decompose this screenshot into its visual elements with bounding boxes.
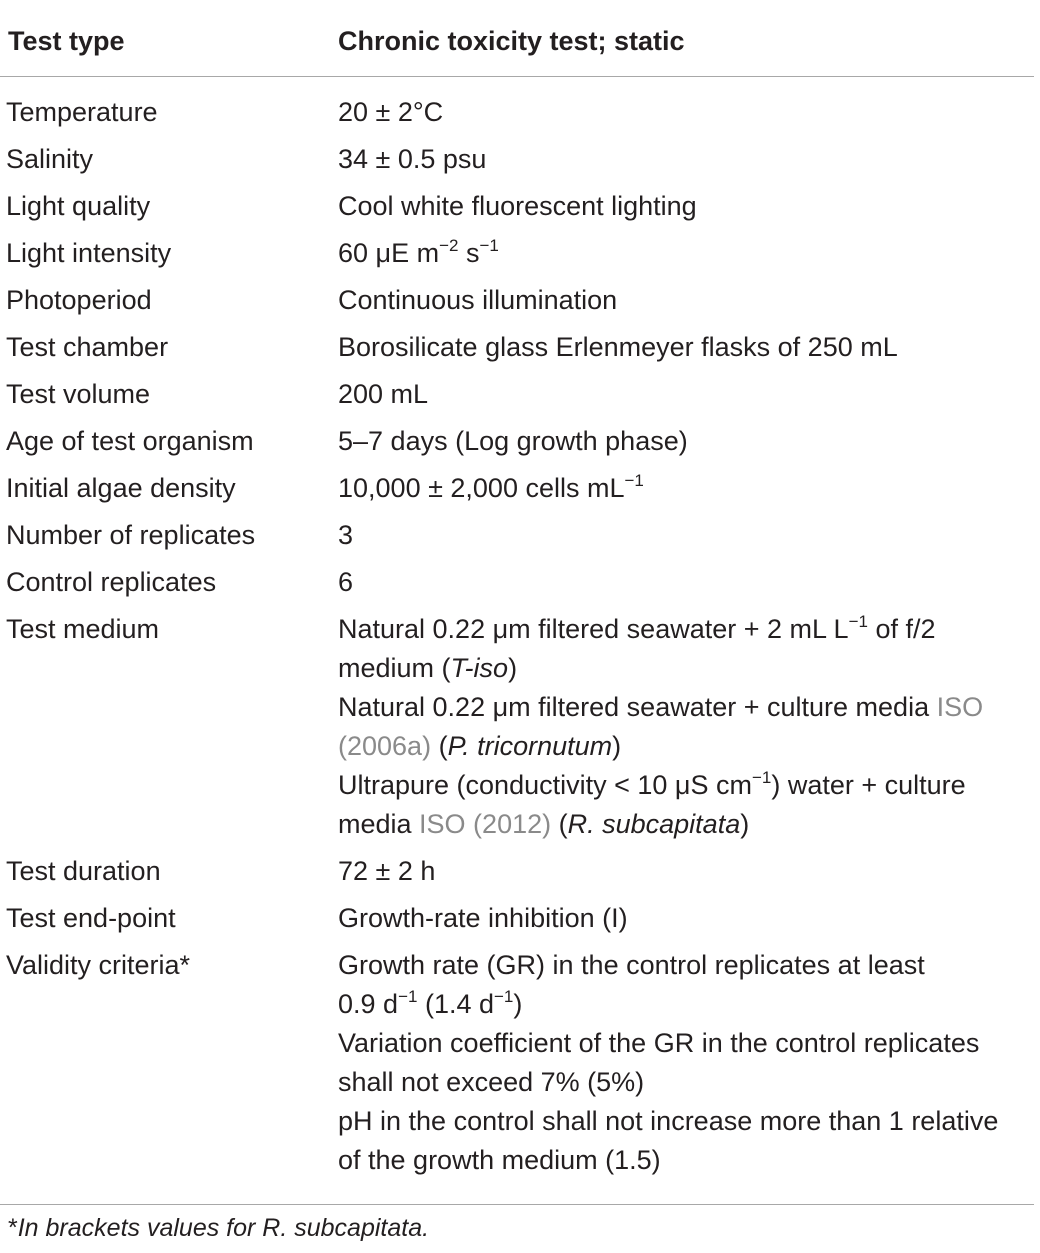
value-text: ): [508, 653, 518, 683]
value-line: Variation coefficient of the GR in the control replicates: [338, 1028, 980, 1058]
value-text: s: [458, 238, 480, 268]
table-row: [0, 946, 1034, 1180]
reference-link[interactable]: ISO (2012): [419, 809, 552, 839]
value-line: shall not exceed 7% (5%): [338, 1067, 645, 1097]
species-name: R. subcapitata: [567, 809, 741, 839]
value-line: [338, 805, 1034, 844]
row-value: 72 ± 2 h: [338, 856, 436, 886]
row-value: [336, 610, 1034, 844]
row-label: Light intensity: [6, 238, 172, 268]
row-value: 200 mL: [338, 379, 429, 409]
row-label: Validity criteria*: [6, 950, 191, 980]
row-value: 20 ± 2°C: [338, 97, 444, 127]
value-line: pH in the control shall not increase more than 1 relative: [338, 1106, 999, 1136]
row-label: Test volume: [6, 379, 151, 409]
table-row: [0, 375, 1034, 414]
table-row: [0, 187, 1034, 226]
footnote: [8, 1212, 429, 1244]
row-value: Borosilicate glass Erlenmeyer flasks of 250 mL: [338, 332, 898, 362]
superscript: −2: [439, 236, 459, 255]
value-text: Natural 0.22 μm filtered seawater + 2 mL L: [338, 614, 849, 644]
row-label: Control replicates: [6, 567, 217, 597]
row-value: Cool white fluorescent lighting: [338, 191, 697, 221]
value-text: Natural 0.22 μm filtered seawater + culture media: [338, 692, 937, 722]
table-row: [0, 140, 1034, 179]
header-test-value: Chronic toxicity test; static: [338, 26, 685, 56]
value-line: Growth rate (GR) in the control replicates at least: [338, 950, 925, 980]
row-label: Photoperiod: [6, 285, 152, 315]
superscript: −1: [848, 612, 868, 631]
value-text: media: [338, 809, 420, 839]
table-row: [0, 610, 1034, 844]
value-line: [338, 985, 1034, 1024]
table-row: [0, 281, 1034, 320]
row-value: Growth-rate inhibition (I): [338, 903, 628, 933]
value-text: (: [431, 731, 448, 761]
row-label: Temperature: [6, 97, 158, 127]
value-text: (: [551, 809, 568, 839]
reference-link[interactable]: (2006a): [338, 731, 432, 761]
value-text: ): [612, 731, 622, 761]
table-row: [0, 234, 1034, 273]
value-line: [338, 688, 1034, 727]
value-text: 10,000 ± 2,000 cells mL: [338, 473, 625, 503]
row-value: Continuous illumination: [338, 285, 618, 315]
table-header: [0, 0, 1034, 77]
footnote-text: In brackets values for R. subcapitata.: [17, 1214, 430, 1242]
table-row: [0, 422, 1034, 461]
superscript: −1: [398, 987, 418, 1006]
table-row: [0, 899, 1034, 938]
value-text: 60 μE m: [338, 238, 440, 268]
value-line: [338, 766, 1034, 805]
table-row: [0, 328, 1034, 367]
value-line: [338, 649, 1034, 688]
table-row: [0, 469, 1034, 508]
table-body: [0, 77, 1034, 1180]
superscript: −1: [479, 236, 499, 255]
superscript: −1: [494, 987, 514, 1006]
value-line: [338, 727, 1034, 766]
table-row: [0, 516, 1034, 555]
species-name: T-iso: [450, 653, 509, 683]
value-text: medium (: [338, 653, 451, 683]
value-text: ): [513, 989, 523, 1019]
value-text: Ultrapure (conductivity < 10 μS cm: [338, 770, 752, 800]
value-line: [338, 610, 1034, 649]
species-name: P. tricornutum: [447, 731, 613, 761]
row-value: [336, 469, 1034, 508]
value-text: 0.9 d: [338, 989, 399, 1019]
reference-link[interactable]: ISO: [936, 692, 984, 722]
row-label: Light quality: [6, 191, 151, 221]
superscript: −1: [624, 471, 644, 490]
row-label: Test medium: [6, 614, 160, 644]
row-value: 6: [338, 567, 354, 597]
row-value: 34 ± 0.5 psu: [338, 144, 487, 174]
value-text: of f/2: [867, 614, 936, 644]
row-label: Initial algae density: [6, 473, 236, 503]
superscript: −1: [751, 768, 772, 787]
row-label: Test chamber: [6, 332, 169, 362]
row-value: [336, 234, 1034, 273]
value-text: ) water + culture: [771, 770, 966, 800]
table-row: [0, 563, 1034, 602]
row-label: Salinity: [6, 144, 94, 174]
value-text: ): [740, 809, 750, 839]
header-test-type: Test type: [8, 26, 125, 56]
footnote-marker: *: [8, 1214, 18, 1242]
footer-divider: [0, 1204, 1034, 1205]
row-label: Number of replicates: [6, 520, 256, 550]
row-label: Test duration: [6, 856, 161, 886]
value-text: (1.4 d: [417, 989, 494, 1019]
row-value: 3: [338, 520, 354, 550]
value-line: of the growth medium (1.5): [338, 1145, 661, 1175]
row-label: Test end-point: [6, 903, 176, 933]
row-label: Age of test organism: [6, 426, 254, 456]
row-value: 5–7 days (Log growth phase): [338, 426, 688, 456]
row-value: [336, 946, 1034, 1180]
table-row: [0, 93, 1034, 132]
table-row: [0, 852, 1034, 891]
